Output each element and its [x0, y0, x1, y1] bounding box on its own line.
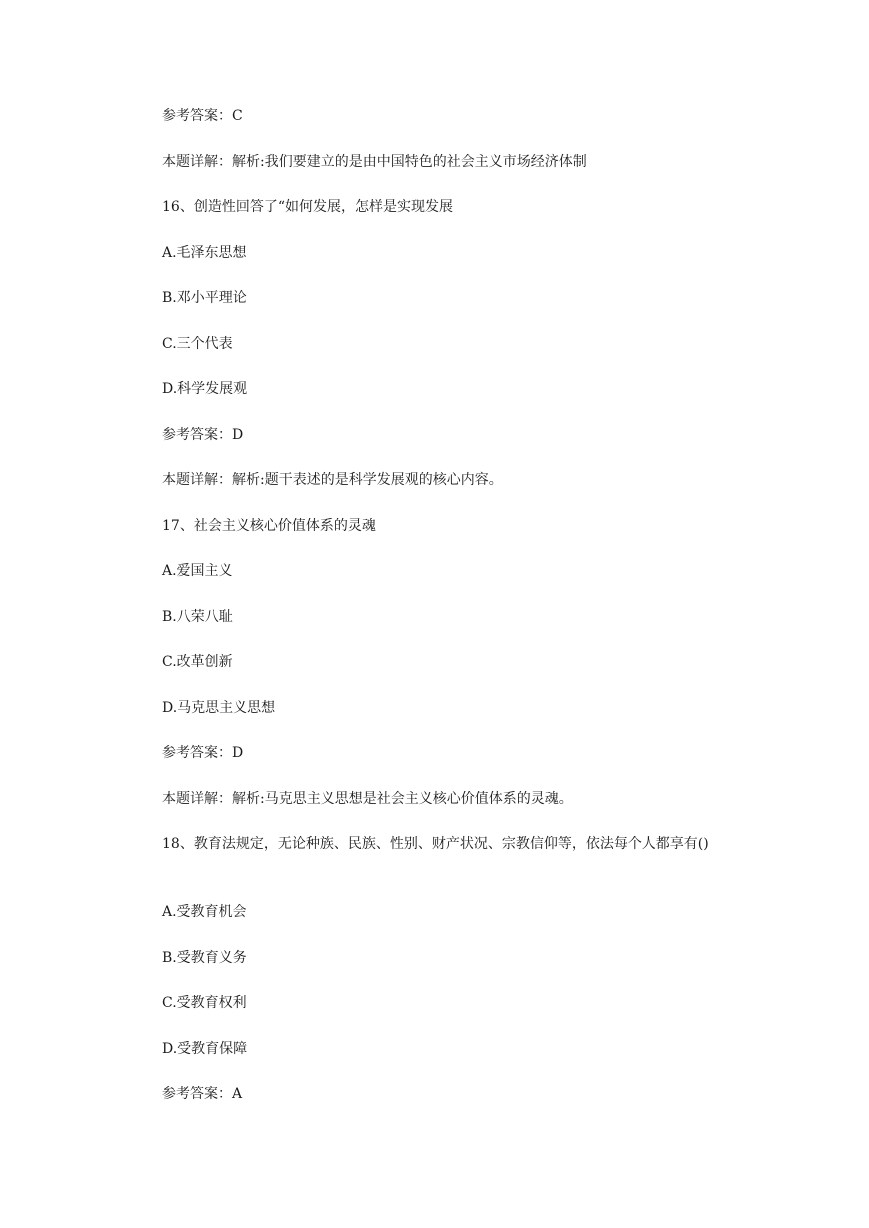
option-18-c: C.受教育权利 — [162, 995, 247, 1011]
explanation-q16: 本题详解：解析:题干表述的是科学发展观的核心内容。 — [162, 472, 503, 488]
option-18-a: A.受教育机会 — [162, 904, 247, 920]
answer-q16: 参考答案：D — [162, 427, 244, 443]
answer-q15: 参考答案：C — [162, 108, 243, 124]
option-16-b: B.邓小平理论 — [162, 290, 247, 306]
option-17-b: B.八荣八耻 — [162, 609, 233, 625]
answer-q17: 参考答案：D — [162, 745, 244, 761]
explanation-q17: 本题详解：解析:马克思主义思想是社会主义核心价值体系的灵魂。 — [162, 791, 573, 807]
question-18: 18、教育法规定，无论种族、民族、性别、财产状况、宗教信仰等，依法每个人都享有() — [162, 836, 709, 852]
option-17-d: D.马克思主义思想 — [162, 700, 276, 716]
question-16: 16、创造性回答了“如何发展，怎样是实现发展 — [162, 199, 453, 215]
answer-q18: 参考答案：A — [162, 1086, 243, 1102]
question-17: 17、社会主义核心价值体系的灵魂 — [162, 518, 376, 534]
option-16-c: C.三个代表 — [162, 336, 233, 352]
option-16-a: A.毛泽东思想 — [162, 245, 247, 261]
option-16-d: D.科学发展观 — [162, 381, 248, 397]
explanation-q15: 本题详解：解析:我们要建立的是由中国特色的社会主义市场经济体制 — [162, 154, 587, 170]
option-17-a: A.爱国主义 — [162, 563, 233, 579]
option-18-d: D.受教育保障 — [162, 1041, 248, 1057]
option-17-c: C.改革创新 — [162, 654, 233, 670]
option-18-b: B.受教育义务 — [162, 950, 247, 966]
